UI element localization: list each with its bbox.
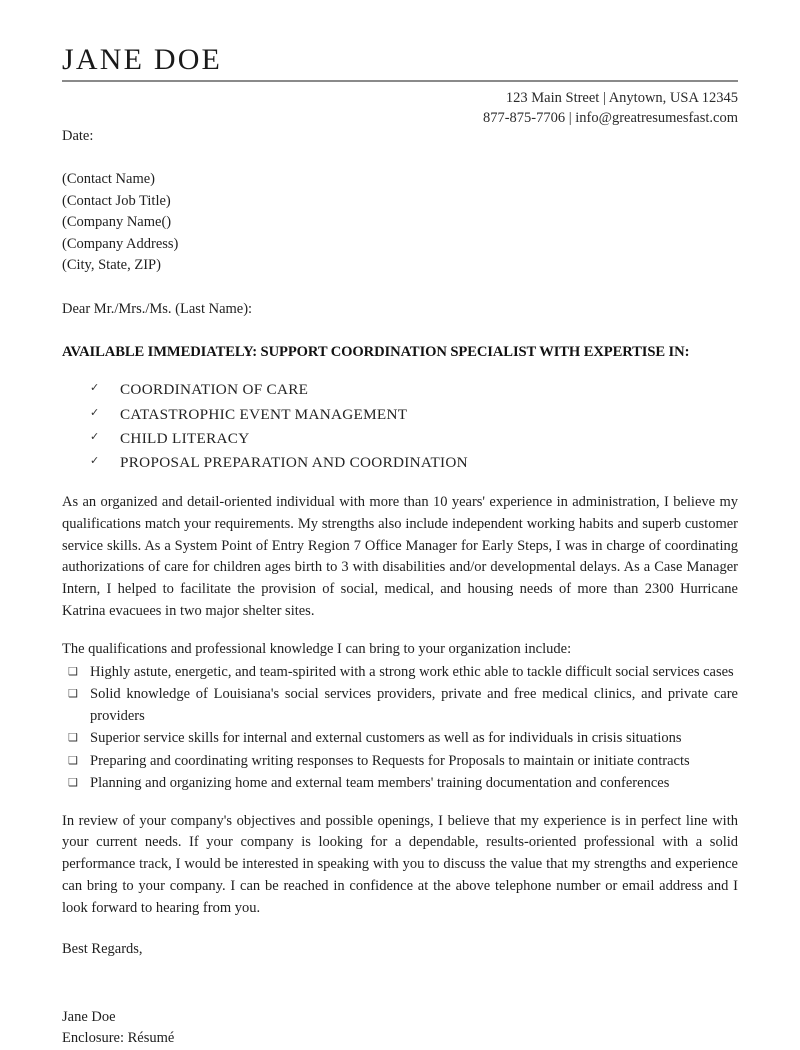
list-item [90,379,738,401]
closing-paragraph: In review of your company's objectives and possible openings, I believe that my experience is in perfect line with your current needs. If your company is looking for a dependable, results-oriented professional with a solid performance track, I would be interested in speaking with you to discuss the value that my strengths and experience can bring to your company. I can be reached in confidence at the above telephone number or email address and I look forward to hearing from you. [62,812,738,916]
header-divider [62,80,738,82]
list-item [62,662,738,683]
date-field: Date: [62,128,94,144]
intro-paragraph: As an organized and detail-oriented individual with more than 10 years' experience in administration, I believe my qualifications match your requirements. My strengths also include independent working habits and superb customer service skills. As a System Point of Entry Region 7 Office Manager for Early Steps, I was in charge of coordinating authorizations of care for children ages birth to 3 with disabilities and/or developmental delays. As a Case Manager Intern, I helped to facilitate the provision of social, medical, and housing needs of more than 2300 Hurricane Katrina evacuees in two major shelter sites. [62,494,738,619]
recipient-company-address: (Company Address) [62,235,179,252]
list-item [90,452,738,474]
hollow-square-icon: ❑ [68,777,78,790]
list-item [62,751,738,772]
sign-off-greeting: Best Regards, [62,941,143,958]
check-mark-icon: ✓ [90,430,100,443]
headline: AVAILABLE IMMEDIATELY: SUPPORT COORDINATION SPECIALIST WITH EXPERTISE IN: [62,343,690,360]
recipient-company-name: (Company Name() [62,214,172,231]
list-item [90,428,738,450]
list-item [62,684,738,727]
list-item [62,728,738,749]
expertise-label: CATASTROPHIC EVENT MANAGEMENT [120,405,408,423]
hollow-square-icon: ❑ [68,754,78,767]
signature-space [62,961,738,1007]
hollow-square-icon: ❑ [68,688,78,701]
qualification-label: Highly astute, energetic, and team-spirited with a strong work ethic able to tackle difficult social services cases [90,663,734,680]
hollow-square-icon: ❑ [68,732,78,745]
hollow-square-icon: ❑ [68,665,78,678]
recipient-contact-name: (Contact Name) [62,171,156,188]
contact-address-line: 123 Main Street | Anytown, USA 12345 [505,89,738,106]
qualifications-list [62,662,738,795]
letterhead [62,44,738,129]
salutation: Dear Mr./Mrs./Ms. (Last Name): [62,300,253,317]
contact-phone-email-line: 877-875-7706 | info@greatresumesfast.com [482,110,738,127]
recipient-job-title: (Contact Job Title) [62,192,171,209]
check-mark-icon: ✓ [90,382,100,395]
check-mark-icon: ✓ [90,406,100,419]
qualifications-intro: The qualifications and professional knowledge I can bring to your organization include: [62,640,572,657]
list-item [62,773,738,794]
enclosure-note: Enclosure: Résumé [62,1030,175,1047]
recipient-city-state-zip: (City, State, ZIP) [62,257,161,274]
expertise-label: CHILD LITERACY [120,429,250,447]
qualification-label: Solid knowledge of Louisiana's social services providers, private and free medical clinics, and private care providers [90,686,738,724]
letter-body [62,126,738,1050]
list-item [90,404,738,426]
recipient-address-block [62,169,738,276]
signer-name: Jane Doe [62,1008,116,1025]
contact-info [62,88,738,129]
qualification-label: Preparing and coordinating writing responses to Requests for Proposals to maintain or initiate contracts [90,752,690,769]
qualification-label: Superior service skills for internal and external customers as well as for individuals in crisis situations [90,730,682,747]
page-title: JANE DOE [62,43,223,76]
expertise-list [62,379,738,474]
qualification-label: Planning and organizing home and external team members' training documentation and conferences [90,775,670,792]
check-mark-icon: ✓ [90,454,100,467]
expertise-label: PROPOSAL PREPARATION AND COORDINATION [120,453,468,471]
expertise-label: COORDINATION OF CARE [120,381,309,399]
